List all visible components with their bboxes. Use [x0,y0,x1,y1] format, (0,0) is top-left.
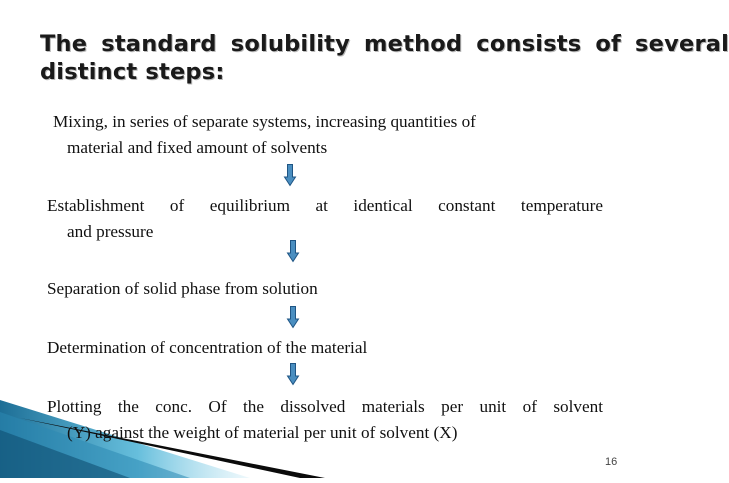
step-mixing-line-2: material and fixed amount of solvents [67,138,328,157]
step-determination [47,335,603,361]
step-determination-line-1: Determination of concentration of the material [47,338,368,357]
step-equilibrium-line-1: Establishment of equilibrium at identical constant temperature [47,196,603,215]
step-equilibrium-line-2: and pressure [67,222,154,241]
step-plotting-line-1: Plotting the conc. Of the dissolved materials per unit of solvent [47,397,603,416]
down-arrow-icon [287,240,299,262]
step-plotting-line-2: (Y) against the weight of material per unit of solvent (X) [67,423,458,442]
down-arrow-icon [287,306,299,328]
slide-title [40,30,729,86]
step-mixing-line-1: Mixing, in series of separate systems, increasing quantities of [53,112,476,131]
step-mixing [47,109,603,161]
title-line-2: distinct steps: [40,59,225,85]
step-separation-line-1: Separation of solid phase from solution [47,279,318,298]
down-arrow-icon [287,363,299,385]
page-number: 16 [605,456,618,468]
down-arrow-icon [284,164,296,186]
step-plotting [47,394,603,446]
step-equilibrium [47,193,603,245]
step-separation [47,276,603,302]
title-line-1: The standard solubility method consists of several [40,31,729,57]
